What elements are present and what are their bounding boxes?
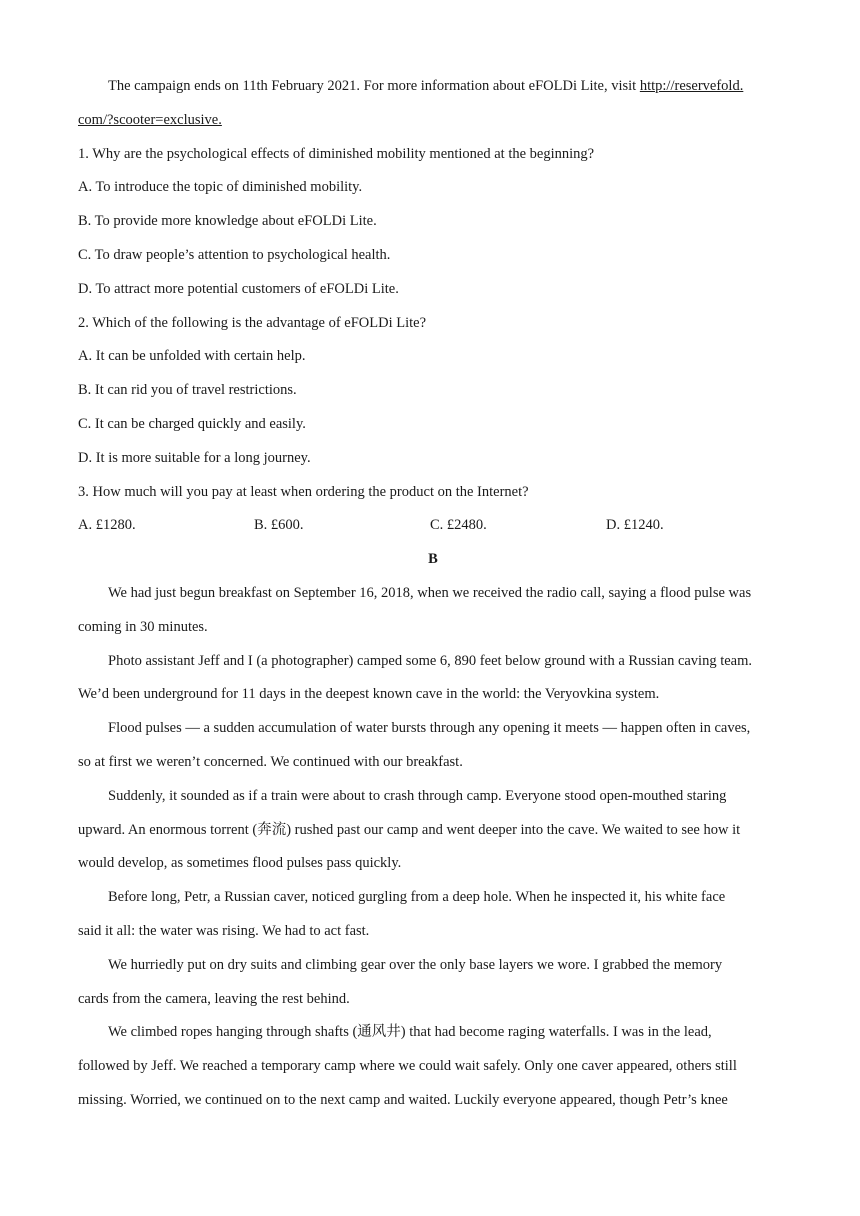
passage-line: We hurriedly put on dry suits and climbing gear over the only base layers we wore. I grabbed the memory <box>108 956 723 973</box>
options-row <box>78 509 788 543</box>
passage <box>78 577 788 1118</box>
passage-line: We had just begun breakfast on September 16, 2018, when we received the radio call, saying a flood pulse was <box>108 584 752 601</box>
passage-line: We’d been underground for 11 days in the deepest known cave in the world: the Veryovkina system. <box>78 686 660 703</box>
option-d: D. It is more suitable for a long journey. <box>78 449 311 466</box>
document-page <box>78 70 788 1118</box>
intro-paragraph-cont <box>78 104 788 138</box>
question-1 <box>78 138 788 307</box>
passage-line: said it all: the water was rising. We had to act fast. <box>78 922 370 939</box>
passage-line: Photo assistant Jeff and I (a photographer) camped some 6, 890 feet below ground with a Russian caving team. <box>108 652 753 669</box>
section-title: B <box>428 551 438 568</box>
passage-line: Flood pulses — a sudden accumulation of water bursts through any opening it meets — happen often in caves, <box>108 720 751 737</box>
passage-line: followed by Jeff. We reached a temporary camp where we could wait safely. Only one caver appeared, others still <box>78 1058 737 1075</box>
question-text: 3. How much will you pay at least when ordering the product on the Internet? <box>78 483 529 500</box>
question-text: 1. Why are the psychological effects of diminished mobility mentioned at the beginning? <box>78 145 595 162</box>
option-a: A. £1280. <box>78 517 136 534</box>
option-c: C. To draw people’s attention to psychological health. <box>78 246 391 263</box>
passage-line: We climbed ropes hanging through shafts (通风井) that had become raging waterfalls. I was in the lead, <box>108 1024 712 1041</box>
passage-line: Suddenly, it sounded as if a train were about to crash through camp. Everyone stood open-mouthed staring <box>108 787 727 804</box>
passage-line: Before long, Petr, a Russian caver, noticed gurgling from a deep hole. When he inspected it, his white face <box>108 889 726 906</box>
passage-line: cards from the camera, leaving the rest behind. <box>78 990 350 1007</box>
passage-line: upward. An enormous torrent (奔流) rushed past our camp and went deeper into the cave. We waited to see how it <box>78 821 741 838</box>
passage-line: coming in 30 minutes. <box>78 618 208 635</box>
question-3 <box>78 476 788 544</box>
question-text: 2. Which of the following is the advantage of eFOLDi Lite? <box>78 314 427 331</box>
intro-paragraph <box>78 70 788 104</box>
option-b: B. £600. <box>254 517 304 534</box>
passage-line: would develop, as sometimes flood pulses pass quickly. <box>78 855 402 872</box>
option-a: A. It can be unfolded with certain help. <box>78 348 306 365</box>
campaign-link-part1[interactable]: http://reservefold. <box>639 78 744 94</box>
option-d: D. £1240. <box>606 517 664 534</box>
passage-line: so at first we weren’t concerned. We continued with our breakfast. <box>78 753 463 770</box>
option-c: C. It can be charged quickly and easily. <box>78 415 306 432</box>
option-a: A. To introduce the topic of diminished mobility. <box>78 179 363 196</box>
option-d: D. To attract more potential customers of eFOLDi Lite. <box>78 280 399 297</box>
passage-line: missing. Worried, we continued on to the next camp and waited. Luckily everyone appeared, though Petr’s knee <box>78 1091 728 1108</box>
option-c: C. £2480. <box>430 517 487 534</box>
option-b: B. To provide more knowledge about eFOLDi Lite. <box>78 213 377 230</box>
question-2 <box>78 307 788 476</box>
campaign-link-part2[interactable]: com/?scooter=exclusive. <box>78 111 222 128</box>
intro-text: The campaign ends on 11th February 2021. For more information about eFOLDi Lite, visit <box>108 78 640 94</box>
option-b: B. It can rid you of travel restrictions. <box>78 382 297 399</box>
